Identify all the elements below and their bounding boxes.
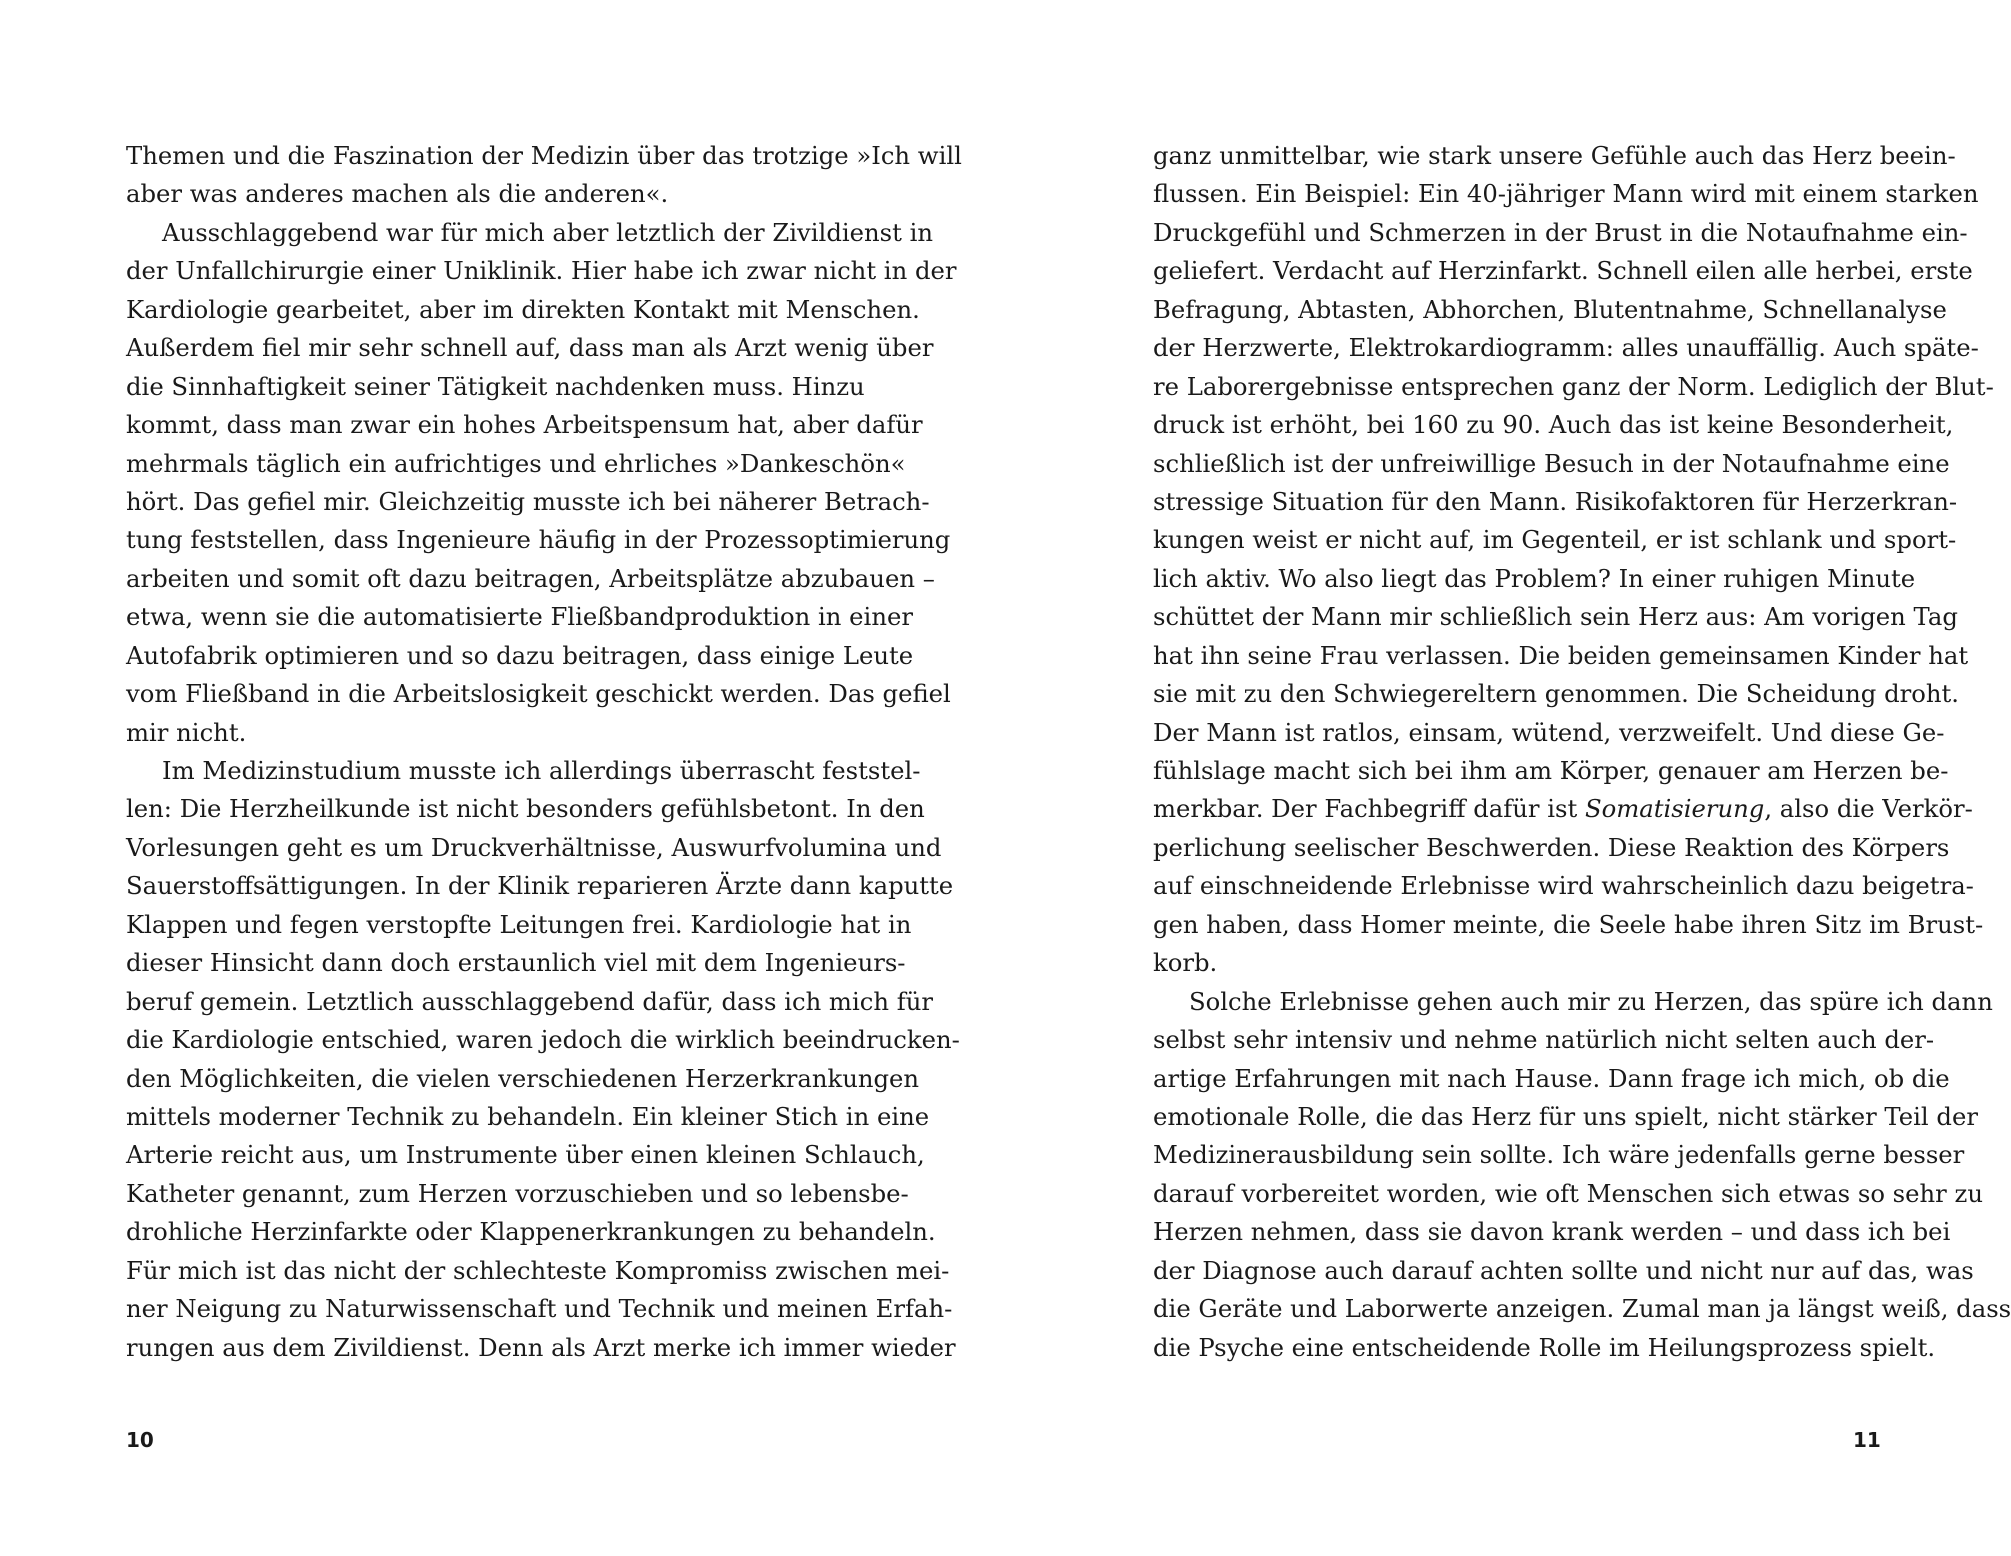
text-line: flussen. Ein Beispiel: Ein 40-jähriger Mann wird mit einem starken bbox=[1153, 179, 1979, 209]
text-line: drohliche Herzinfarkte oder Klappenerkrankungen zu behandeln. bbox=[126, 1217, 936, 1247]
text-line: darauf vorbereitet worden, wie oft Menschen sich etwas so sehr zu bbox=[1153, 1178, 1983, 1208]
text-line: Kardiologie gearbeitet, aber im direkten Kontakt mit Menschen. bbox=[126, 294, 920, 324]
text-line: dieser Hinsicht dann doch erstaunlich viel mit dem Ingenieurs- bbox=[126, 948, 906, 978]
text-line: hört. Das gefiel mir. Gleichzeitig musste ich bei näherer Betrach- bbox=[126, 486, 930, 516]
text-line: Vorlesungen geht es um Druckverhältnisse, Auswurfvolumina und bbox=[126, 832, 942, 862]
text-line: die Kardiologie entschied, waren jedoch die wirklich beeindrucken- bbox=[126, 1025, 960, 1055]
text-line: kungen weist er nicht auf, im Gegenteil, er ist schlank und sport- bbox=[1153, 525, 1957, 555]
text-line: Sauerstoffsättigungen. In der Klinik reparieren Ärzte dann kaputte bbox=[126, 871, 954, 901]
text-line: emotionale Rolle, die das Herz für uns spielt, nicht stärker Teil der bbox=[1153, 1101, 1978, 1131]
text-line: Für mich ist das nicht der schlechteste Kompromiss zwischen mei- bbox=[126, 1255, 950, 1285]
text-line: schüttet der Mann mir schließlich sein Herz aus: Am vorigen Tag bbox=[1153, 602, 1958, 632]
text-line: auf einschneidende Erlebnisse wird wahrscheinlich dazu beigetra- bbox=[1153, 871, 1974, 901]
text-line: stressige Situation für den Mann. Risikofaktoren für Herzerkran- bbox=[1153, 486, 1958, 516]
text-line: Herzen nehmen, dass sie davon krank werden – und dass ich bei bbox=[1153, 1217, 1951, 1247]
text-line: Druckgefühl und Schmerzen in der Brust in die Notaufnahme ein- bbox=[1153, 217, 1968, 247]
text-line: gen haben, dass Homer meinte, die Seele habe ihren Sitz im Brust- bbox=[1153, 909, 1984, 939]
text-line: Außerdem fiel mir sehr schnell auf, dass man als Arzt wenig über bbox=[126, 333, 934, 363]
text-line: geliefert. Verdacht auf Herzinfarkt. Schnell eilen alle herbei, erste bbox=[1153, 256, 1973, 286]
text-line: sie mit zu den Schwiegereltern genommen. Die Scheidung droht. bbox=[1153, 679, 1960, 709]
italic-term: Somatisierung bbox=[1584, 794, 1765, 824]
text-line: korb. bbox=[1153, 948, 1218, 978]
text-line: artige Erfahrungen mit nach Hause. Dann frage ich mich, ob die bbox=[1153, 1063, 1950, 1093]
page-number: 10 bbox=[126, 1428, 154, 1452]
page-number: 11 bbox=[1853, 1428, 1881, 1452]
text-line: Im Medizinstudium musste ich allerdings überrascht feststel- bbox=[162, 756, 921, 785]
text-line: Medizinerausbildung sein sollte. Ich wäre jedenfalls gerne besser bbox=[1153, 1140, 1965, 1170]
text-line: Arterie reicht aus, um Instrumente über einen kleinen Schlauch, bbox=[126, 1140, 925, 1170]
text-line: druck ist erhöht, bei 160 zu 90. Auch das ist keine Besonderheit, bbox=[1153, 410, 1954, 440]
right-page bbox=[1000, 0, 2011, 1556]
text-line: etwa, wenn sie die automatisierte Fließbandproduktion in einer bbox=[126, 602, 913, 632]
text-line: re Laborergebnisse entsprechen ganz der Norm. Lediglich der Blut- bbox=[1153, 371, 1994, 401]
text-line: Ausschlaggebend war für mich aber letztlich der Zivildienst in bbox=[162, 217, 934, 247]
text-line: Themen und die Faszination der Medizin über das trotzige »Ich will bbox=[126, 141, 962, 170]
text-line: tung feststellen, dass Ingenieure häufig in der Prozessoptimierung bbox=[126, 525, 951, 555]
text-line: arbeiten und somit oft dazu beitragen, Arbeitsplätze abzubauen – bbox=[126, 563, 935, 593]
text-line: Autofabrik optimieren und so dazu beitragen, dass einige Leute bbox=[126, 640, 914, 670]
text-line: Befragung, Abtasten, Abhorchen, Blutentnahme, Schnellanalyse bbox=[1153, 294, 1947, 324]
text-line: Klappen und fegen verstopfte Leitungen frei. Kardiologie hat in bbox=[126, 909, 912, 939]
text-line bbox=[1153, 790, 1973, 828]
text-line: Der Mann ist ratlos, einsam, wütend, verzweifelt. Und diese Ge- bbox=[1153, 717, 1945, 747]
left-page-text bbox=[126, 137, 962, 1367]
left-page bbox=[0, 0, 1000, 1556]
text-line: den Möglichkeiten, die vielen verschiedenen Herzerkrankungen bbox=[126, 1063, 920, 1093]
text-line: mittels moderner Technik zu behandeln. Ein kleiner Stich in eine bbox=[126, 1101, 930, 1131]
text-line: selbst sehr intensiv und nehme natürlich nicht selten auch der- bbox=[1153, 1025, 1935, 1055]
text-line: die Sinnhaftigkeit seiner Tätigkeit nachdenken muss. Hinzu bbox=[126, 371, 865, 401]
text-line: len: Die Herzheilkunde ist nicht besonders gefühlsbetont. In den bbox=[126, 794, 925, 824]
text-line: aber was anderes machen als die anderen«. bbox=[126, 179, 669, 209]
text-line: mir nicht. bbox=[126, 717, 247, 747]
text-line: ganz unmittelbar, wie stark unsere Gefühle auch das Herz beein- bbox=[1153, 141, 1956, 170]
text-line: fühlslage macht sich bei ihm am Körper, genauer am Herzen be- bbox=[1153, 756, 1949, 785]
text-line: perlichung seelischer Beschwerden. Diese Reaktion des Körpers bbox=[1153, 832, 1950, 862]
text-line: hat ihn seine Frau verlassen. Die beiden gemeinsamen Kinder hat bbox=[1153, 640, 1969, 670]
text-line: die Psyche eine entscheidende Rolle im Heilungsprozess spielt. bbox=[1153, 1332, 1936, 1362]
text-line: der Diagnose auch darauf achten sollte und nicht nur auf das, was bbox=[1153, 1255, 1974, 1285]
text-line: die Geräte und Laborwerte anzeigen. Zumal man ja längst weiß, dass bbox=[1153, 1294, 2011, 1324]
text-segment: merkbar. Der Fachbegriff dafür ist bbox=[1153, 794, 1585, 824]
text-line: schließlich ist der unfreiwillige Besuch in der Notaufnahme eine bbox=[1153, 448, 1950, 478]
text-line: kommt, dass man zwar ein hohes Arbeitspensum hat, aber dafür bbox=[126, 410, 923, 440]
text-line: der Unfallchirurgie einer Uniklinik. Hier habe ich zwar nicht in der bbox=[126, 256, 957, 286]
text-segment: , also die Verkör- bbox=[1764, 794, 1973, 824]
text-line: rungen aus dem Zivildienst. Denn als Arzt merke ich immer wieder bbox=[126, 1332, 956, 1362]
text-line: mehrmals täglich ein aufrichtiges und ehrliches »Dankeschön« bbox=[126, 448, 906, 478]
text-line: beruf gemein. Letztlich ausschlaggebend dafür, dass ich mich für bbox=[126, 986, 933, 1016]
text-line: Solche Erlebnisse gehen auch mir zu Herzen, das spüre ich dann bbox=[1189, 986, 1993, 1016]
right-page-text bbox=[1153, 137, 2011, 1367]
text-line: lich aktiv. Wo also liegt das Problem? In einer ruhigen Minute bbox=[1153, 563, 1916, 593]
text-line: Katheter genannt, zum Herzen vorzuschieben und so lebensbe- bbox=[126, 1178, 909, 1208]
text-line: der Herzwerte, Elektrokardiogramm: alles unauffällig. Auch späte- bbox=[1153, 333, 1979, 363]
text-line: vom Fließband in die Arbeitslosigkeit geschickt werden. Das gefiel bbox=[126, 679, 951, 709]
text-line: ner Neigung zu Naturwissenschaft und Technik und meinen Erfah- bbox=[126, 1294, 953, 1324]
